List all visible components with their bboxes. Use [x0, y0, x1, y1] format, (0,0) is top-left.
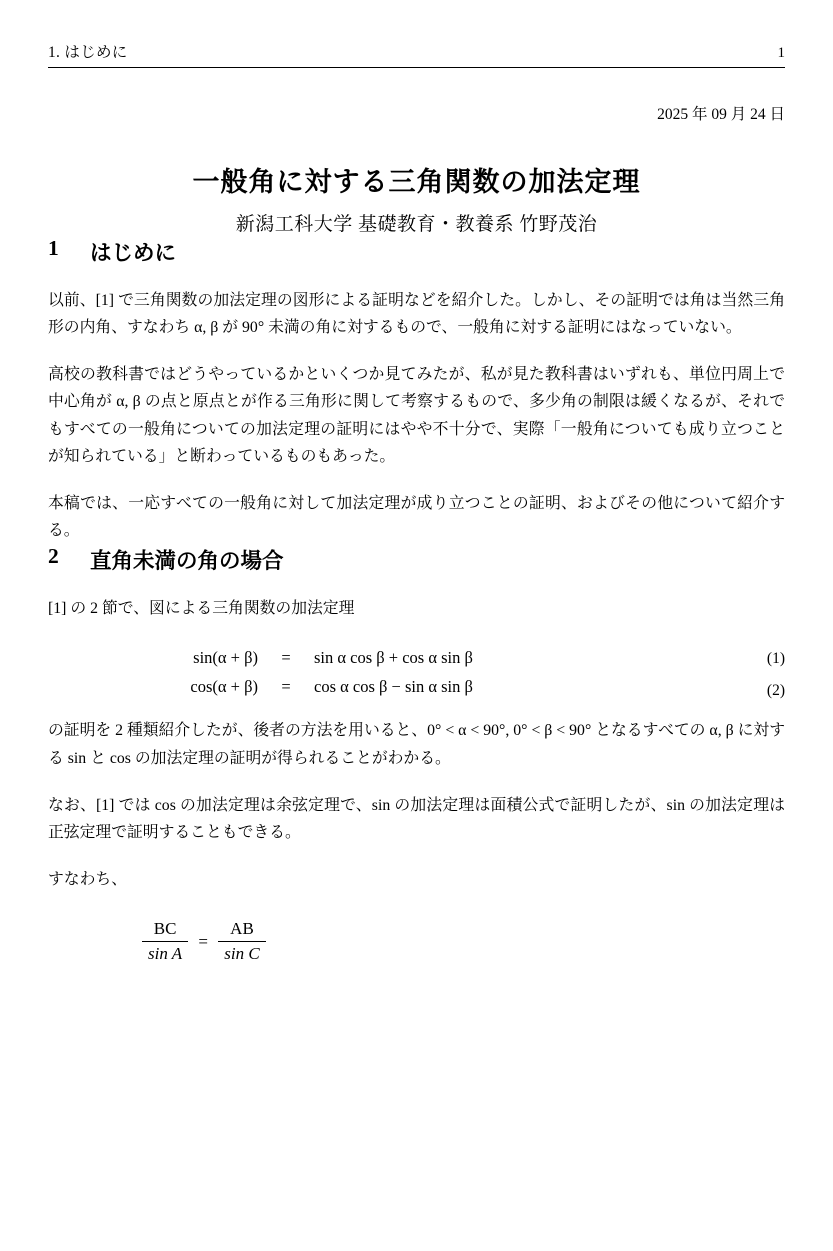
paragraph: の証明を 2 種類紹介したが、後者の方法を用いると、0° < α < 90°, 0° < β < 90° となるすべての α, β に対する sin と cos の加法定理の証明が得られることがわかる。: [48, 722, 785, 767]
fraction-equation: [48, 919, 785, 964]
fraction-right: [218, 919, 265, 964]
document-date: 2025 年 09 月 24 日: [657, 106, 785, 123]
document-author: 新潟工科大学 基礎教育・教養系 竹野茂治: [235, 214, 598, 235]
equation-lhs: sin(α + β): [193, 648, 258, 668]
section-heading-1: [48, 236, 785, 267]
fraction-relation: =: [198, 931, 209, 951]
section-title-1: はじめに: [90, 241, 177, 265]
fraction-left-denominator: sin A: [148, 944, 183, 964]
section-title-2: 直角未満の角の場合: [90, 549, 284, 574]
equation-tag: (1): [766, 650, 785, 668]
equation-row: [48, 677, 785, 697]
equation-relation: =: [281, 648, 291, 668]
fraction-left-numerator: BC: [142, 919, 188, 942]
paragraph: 本稿では、一応すべての一般角に対して加法定理が成り立つことの証明、およびその他について紹介する。: [48, 494, 785, 540]
equation-row: [48, 648, 785, 668]
fraction-left: [142, 919, 188, 964]
section-number-2: 2: [48, 544, 59, 569]
equation-tag: (2): [766, 682, 785, 700]
equation-rhs: sin α cos β + cos α sin β: [314, 648, 473, 668]
paragraph: [1] の 2 節で、図による三角関数の加法定理: [48, 600, 355, 618]
running-header-title: 1. はじめに: [48, 44, 128, 61]
equation-lhs: cos(α + β): [190, 677, 258, 697]
fraction-right-denominator: sin C: [224, 944, 260, 964]
fraction-right-numerator: AB: [218, 919, 265, 942]
paragraph: なお、[1] では cos の加法定理は余弦定理で、sin の加法定理は面積公式で証明したが、sin の加法定理は正弦定理で証明することもできる。: [48, 796, 785, 841]
paragraph: すなわち、: [48, 871, 127, 889]
paragraph: 以前、[1] で三角関数の加法定理の図形による証明などを紹介した。しかし、その証明では角は当然三角形の内角、すなわち α, β が 90° 未満の角に対するもので、一般角に対する証明にはなっていない。: [48, 292, 785, 337]
section-heading-2: [48, 544, 785, 575]
section-number-1: 1: [48, 236, 59, 260]
running-header: [48, 40, 785, 68]
page-content: [48, 40, 785, 964]
equation-block: [48, 648, 785, 700]
document-title: 一般角に対する三角関数の加法定理: [192, 167, 641, 197]
equation-relation: =: [281, 677, 291, 697]
equation-rhs: cos α cos β − sin α sin β: [314, 677, 473, 697]
page-number: 1: [777, 45, 785, 61]
paragraph: 高校の教科書ではどうやっているかといくつか見てみたが、私が見た教科書はいずれも、単位円周上で中心角が α, β の点と原点とが作る三角形に関して考察するもので、多少角の制限は緩くなるが、それでもすべての一般角についての加法定理の証明にはやや不十分で、実際「一般角についても成り立つことが知られている」と断わっているものもあった。: [48, 366, 785, 465]
